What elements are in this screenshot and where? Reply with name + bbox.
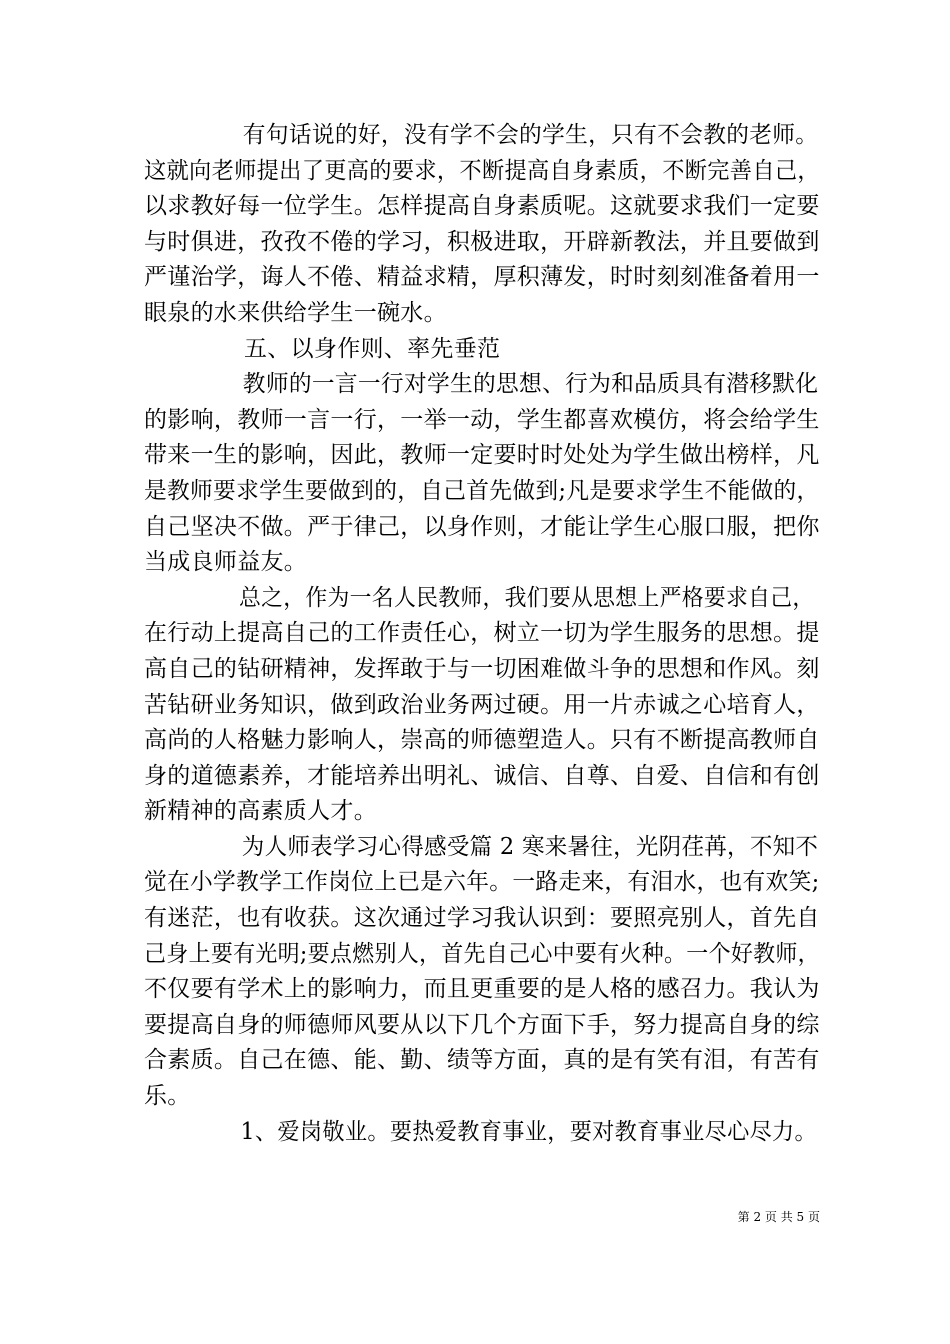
text-line: 1、爱岗敬业。要热爱教育事业，要对教育事业尽心尽力。 — [240, 1118, 818, 1145]
text-line: 在行动上提高自己的工作责任心，树立一切为学生服务的思想。提 — [144, 620, 820, 647]
text-line: 自己坚决不做。严于律己，以身作则，才能让学生心服口服，把你 — [144, 513, 820, 540]
page-footer: 第 2 页 共 5 页 — [737, 1210, 820, 1224]
text-line: 总之，作为一名人民教师，我们要从思想上严格要求自己， — [239, 584, 815, 611]
text-line: 有迷茫，也有收获。这次通过学习我认识到：要照亮别人，首先自 — [144, 905, 820, 932]
text-line: 严谨治学，诲人不倦、精益求精，厚积薄发，时时刻刻准备着用一 — [144, 264, 820, 291]
text-line: 合素质。自己在德、能、勤、绩等方面，真的是有笑有泪，有苦有 — [144, 1047, 820, 1074]
text-line: 以求教好每一位学生。怎样提高自身素质呢。这就要求我们一定要 — [144, 193, 820, 220]
text-line: 为人师表学习心得感受篇 2 寒来暑往，光阴荏苒，不知不 — [241, 833, 819, 860]
text-line: 当成良师益友。 — [144, 549, 308, 576]
text-line: 与时俱进，孜孜不倦的学习，积极进取，开辟新教法，并且要做到 — [144, 228, 820, 255]
text-line: 是教师要求学生要做到的，自己首先做到;凡是要求学生不能做的， — [144, 477, 820, 504]
text-line: 新精神的高素质人才。 — [144, 798, 377, 825]
text-line: 不仅要有学术上的影响力，而且更重要的是人格的感召力。我认为 — [144, 976, 820, 1003]
text-line: 苦钻研业务知识，做到政治业务两过硬。用一片赤诚之心培育人， — [144, 691, 820, 718]
text-line: 高自己的钻研精神，发挥敢于与一切困难做斗争的思想和作风。刻 — [144, 655, 820, 682]
text-line: 觉在小学教学工作岗位上已是六年。一路走来，有泪水，也有欢笑; — [144, 869, 820, 896]
body-text — [144, 118, 820, 1150]
text-line: 眼泉的水来供给学生一碗水。 — [144, 299, 447, 326]
text-line: 身的道德素养，才能培养出明礼、诚信、自尊、自爱、自信和有创 — [144, 762, 820, 789]
text-line: 要提高自身的师德师风要从以下几个方面下手，努力提高自身的综 — [144, 1011, 820, 1038]
text-line: 高尚的人格魅力影响人，崇高的师德塑造人。只有不断提高教师自 — [144, 727, 820, 754]
text-line: 乐。 — [144, 1083, 191, 1110]
text-line: 这就向老师提出了更高的要求，不断提高自身素质，不断完善自己， — [144, 157, 820, 184]
text-line: 己身上要有光明;要点燃别人，首先自己心中要有火种。一个好教师， — [144, 940, 820, 967]
text-line: 教师的一言一行对学生的思想、行为和品质具有潜移默化 — [242, 371, 819, 398]
text-line: 带来一生的影响，因此，教师一定要时时处处为学生做出榜样，凡 — [144, 442, 820, 469]
text-line: 有句话说的好，没有学不会的学生，只有不会教的老师。 — [242, 122, 819, 148]
text-line: 五、以身作则、率先垂范 — [244, 335, 501, 362]
text-line: 的影响，教师一言一行，一举一动，学生都喜欢模仿，将会给学生 — [144, 406, 820, 433]
